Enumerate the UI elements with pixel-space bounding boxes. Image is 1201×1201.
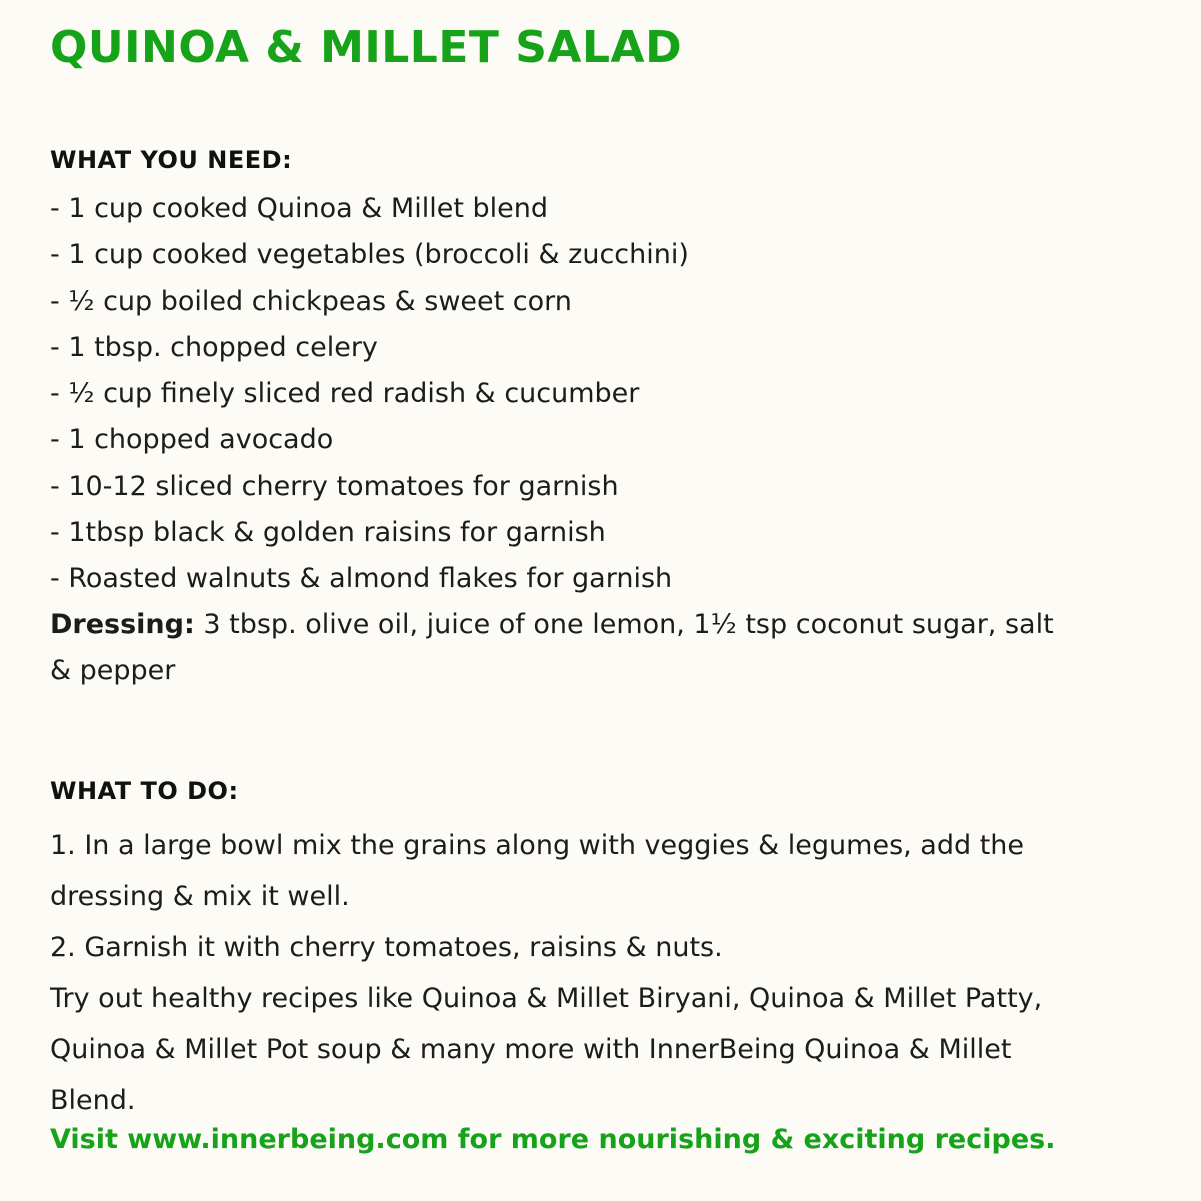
visit-website-text: Visit www.innerbeing.com for more nourishing & exciting recipes.	[50, 1124, 1056, 1155]
instructions	[50, 820, 1080, 1126]
instruction-step: 2. Garnish it with cherry tomatoes, raisins & nuts.	[50, 932, 723, 963]
dressing-text: 3 tbsp. olive oil, juice of one lemon, 1½ tsp coconut sugar, salt & pepper	[50, 609, 1054, 687]
ingredient-item: - 1 tbsp. chopped celery	[50, 331, 378, 363]
ingredient-item: - ½ cup boiled chickpeas & sweet corn	[50, 285, 572, 317]
ingredient-item: - ½ cup finely sliced red radish & cucumber	[50, 378, 640, 410]
ingredient-item: - 1 cup cooked vegetables (broccoli & zucchini)	[50, 239, 689, 271]
recipe-suggestions: Try out healthy recipes like Quinoa & Millet Biryani, Quinoa & Millet Patty, Quinoa & Millet Pot soup & many more with InnerBeing Quinoa & Millet Blend.	[50, 983, 1043, 1116]
ingredient-item: - 1 chopped avocado	[50, 424, 334, 456]
what-you-need-heading: WHAT YOU NEED:	[50, 146, 293, 174]
ingredient-item: - 1 cup cooked Quinoa & Millet blend	[50, 193, 548, 224]
ingredient-item: - Roasted walnuts & almond flakes for garnish	[50, 563, 673, 595]
ingredient-list	[50, 186, 689, 603]
dressing-line	[50, 602, 1060, 695]
ingredient-item: - 10-12 sliced cherry tomatoes for garnish	[50, 470, 619, 502]
instruction-step: 1. In a large bowl mix the grains along with veggies & legumes, add the dressing & mix it well.	[50, 830, 1025, 912]
recipe-title: QUINOA & MILLET SALAD	[50, 22, 683, 73]
dressing-label: Dressing:	[50, 609, 195, 640]
what-to-do-heading: WHAT TO DO:	[50, 777, 239, 805]
ingredient-item: - 1tbsp black & golden raisins for garnish	[50, 517, 606, 549]
